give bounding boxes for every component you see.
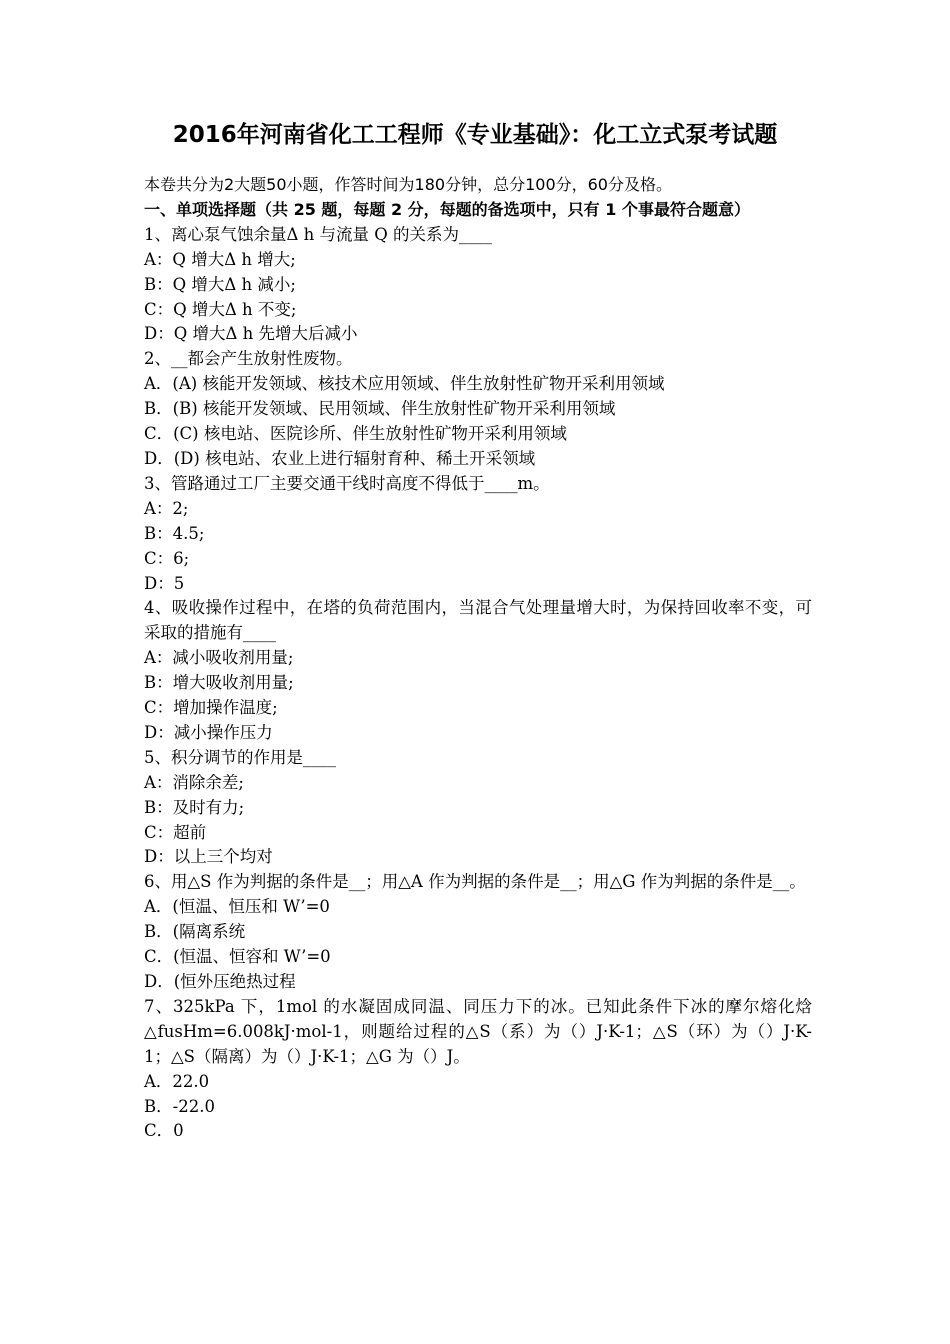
option-c: C．(恒温、恒容和 W’=0 (144, 947, 331, 967)
option-a: A．22.0 (144, 1071, 210, 1091)
option-a: A．(恒温、恒压和 W’=0 (144, 897, 330, 917)
option-c: C．0 (144, 1121, 184, 1141)
option-c: C：Q 增大Δ h 不变; (144, 299, 297, 319)
option-b: B：Q 增大Δ h 减小; (144, 274, 296, 294)
question-stem: 3、管路通过工厂主要交通干线时高度不得低于____m。 (144, 473, 550, 493)
document-title: 2016年河南省化工工程师《专业基础》：化工立式泵考试题 (172, 122, 778, 148)
option-c: C：6; (144, 548, 190, 568)
section-heading: 一、单项选择题（共 25 题，每题 2 分，每题的备选项中，只有 1 个事最符合题意） (144, 199, 750, 219)
option-b: B：增大吸收剂用量; (144, 673, 294, 693)
option-d: D：以上三个均对 (144, 847, 273, 867)
question-stem: 2、__都会产生放射性废物。 (144, 349, 353, 369)
question-5 (144, 746, 812, 871)
option-d: D：减小操作压力 (144, 722, 273, 742)
option-a: A：2; (144, 498, 189, 518)
question-2 (144, 347, 812, 472)
question-4 (144, 596, 812, 745)
option-d: D．(D) 核电站、农业上进行辐射育种、稀土开采领域 (144, 448, 536, 468)
option-c: C．(C) 核电站、医院诊所、伴生放射性矿物开采利用领域 (144, 424, 567, 444)
question-1 (144, 223, 812, 348)
option-a: A：消除余差; (144, 772, 244, 792)
exam-intro: 本卷共分为2大题50小题，作答时间为180分钟，总分100分，60分及格。 (144, 175, 672, 194)
option-b: B：4.5; (144, 523, 205, 543)
option-d: D：5 (144, 573, 185, 593)
document-body (144, 173, 812, 1144)
option-a: A：Q 增大Δ h 增大; (144, 249, 296, 269)
option-c: C：超前 (144, 822, 207, 842)
question-6 (144, 870, 812, 995)
option-a: A．(A) 核能开发领域、核技术应用领域、伴生放射性矿物开采利用领域 (144, 374, 665, 394)
option-b: B．-22.0 (144, 1096, 215, 1116)
option-b: B：及时有力; (144, 797, 245, 817)
option-b: B．(B) 核能开发领域、民用领域、伴生放射性矿物开采利用领域 (144, 399, 616, 419)
question-stem: 1、离心泵气蚀余量Δ h 与流量 Q 的关系为____ (144, 224, 493, 244)
option-d: D．(恒外压绝热过程 (144, 972, 296, 991)
question-3 (144, 472, 812, 597)
option-d: D：Q 增大Δ h 先增大后减小 (144, 324, 358, 344)
question-7 (144, 995, 812, 1144)
question-stem: 7、325kPa 下，1mol 的水凝固成同温、同压力下的冰。已知此条件下冰的摩尔熔化焓△fusHm=6.008kJ·mol-1，则题给过程的△S（系）为（）J·K-1；△S（环）为（）J·K-1；△S（隔离）为（）J·K-1；△G 为（）J。 (144, 996, 812, 1066)
question-stem: 5、积分调节的作用是____ (144, 747, 336, 767)
question-stem: 4、吸收操作过程中，在塔的负荷范围内，当混合气处理量增大时，为保持回收率不变，可采取的措施有____ (144, 598, 812, 643)
option-c: C：增加操作温度; (144, 698, 278, 718)
option-b: B．(隔离系统 (144, 922, 246, 942)
question-stem: 6、用△S 作为判据的条件是__；用△A 作为判据的条件是__；用△G 作为判据的条件是__。 (144, 872, 806, 892)
option-a: A：减小吸收剂用量; (144, 648, 294, 668)
